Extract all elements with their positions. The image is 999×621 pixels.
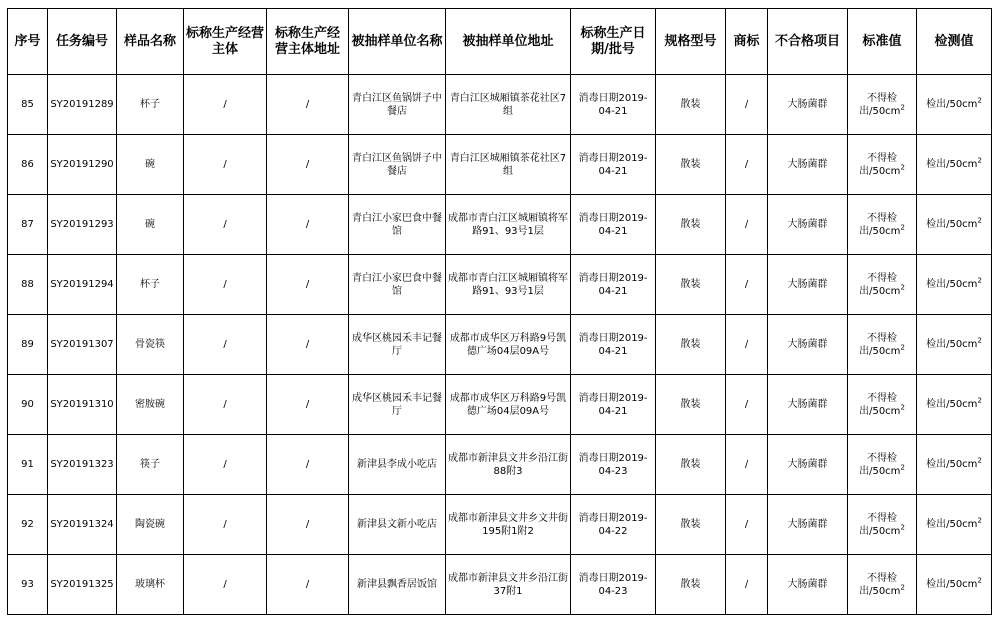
cell-sampled-unit-address: 青白江区城厢镇茶花社区7组 [446, 75, 571, 135]
measured-value-text: 检出/50cm [926, 459, 978, 470]
header-cell: 商标 [726, 9, 768, 75]
header-cell: 被抽样单位地址 [446, 9, 571, 75]
measured-value-text: 检出/50cm [926, 219, 978, 230]
cell-spec: 散装 [656, 75, 726, 135]
cell-spec: 散装 [656, 255, 726, 315]
header-cell: 检测值 [917, 9, 992, 75]
unit-superscript: 2 [977, 336, 982, 345]
header-cell: 规格型号 [656, 9, 726, 75]
cell-sample-name: 筷子 [117, 435, 184, 495]
measured-value-text: 检出/50cm [926, 399, 978, 410]
cell-brand: / [726, 75, 768, 135]
cell-sampled-unit: 新津县文新小吃店 [349, 495, 446, 555]
cell-date-batch: 消毒日期2019-04-21 [571, 255, 656, 315]
unit-superscript: 2 [977, 216, 982, 225]
cell-sampled-unit: 青白江小家巴食中餐馆 [349, 255, 446, 315]
cell-failed-item: 大肠菌群 [768, 315, 848, 375]
cell-producer: / [184, 375, 267, 435]
cell-date-batch: 消毒日期2019-04-23 [571, 435, 656, 495]
standard-value-text: 不得检出/50cm [859, 512, 901, 537]
cell-standard-value [848, 315, 917, 375]
cell-brand: / [726, 375, 768, 435]
cell-failed-item: 大肠菌群 [768, 375, 848, 435]
cell-producer-address: / [267, 375, 349, 435]
table-body [8, 75, 992, 615]
cell-producer: / [184, 135, 267, 195]
cell-brand: / [726, 495, 768, 555]
cell-producer-address: / [267, 435, 349, 495]
unit-superscript: 2 [977, 156, 982, 165]
cell-producer: / [184, 435, 267, 495]
unit-superscript: 2 [900, 463, 905, 472]
measured-value-text: 检出/50cm [926, 279, 978, 290]
cell-standard-value [848, 75, 917, 135]
standard-value-text: 不得检出/50cm [859, 572, 901, 597]
cell-brand: / [726, 435, 768, 495]
cell-standard-value [848, 195, 917, 255]
cell-sample-name: 陶瓷碗 [117, 495, 184, 555]
cell-no: 92 [8, 495, 48, 555]
cell-producer: / [184, 555, 267, 615]
cell-sampled-unit: 新津县飘香居饭馆 [349, 555, 446, 615]
cell-standard-value [848, 495, 917, 555]
cell-producer-address: / [267, 195, 349, 255]
cell-spec: 散装 [656, 315, 726, 375]
measured-value-text: 检出/50cm [926, 519, 978, 530]
cell-producer: / [184, 315, 267, 375]
unit-superscript: 2 [900, 103, 905, 112]
cell-producer-address: / [267, 255, 349, 315]
cell-producer: / [184, 75, 267, 135]
measured-value-text: 检出/50cm [926, 579, 978, 590]
unit-superscript: 2 [900, 163, 905, 172]
unit-superscript: 2 [900, 523, 905, 532]
cell-measured-value [917, 495, 992, 555]
cell-spec: 散装 [656, 435, 726, 495]
cell-no: 85 [8, 75, 48, 135]
cell-measured-value [917, 75, 992, 135]
unit-superscript: 2 [977, 276, 982, 285]
cell-producer-address: / [267, 555, 349, 615]
cell-sampled-unit-address: 成都市成华区万科路9号凯德广场04层09A号 [446, 375, 571, 435]
cell-date-batch: 消毒日期2019-04-21 [571, 195, 656, 255]
standard-value-text: 不得检出/50cm [859, 272, 901, 297]
unit-superscript: 2 [900, 283, 905, 292]
cell-task-id: SY20191310 [48, 375, 117, 435]
cell-sampled-unit-address: 成都市成华区万科路9号凯德广场04层09A号 [446, 315, 571, 375]
cell-task-id: SY20191324 [48, 495, 117, 555]
cell-producer-address: / [267, 315, 349, 375]
cell-measured-value [917, 315, 992, 375]
cell-producer-address: / [267, 495, 349, 555]
cell-task-id: SY20191323 [48, 435, 117, 495]
header-cell: 任务编号 [48, 9, 117, 75]
unit-superscript: 2 [977, 96, 982, 105]
unit-superscript: 2 [977, 576, 982, 585]
cell-spec: 散装 [656, 495, 726, 555]
measured-value-text: 检出/50cm [926, 99, 978, 110]
cell-producer-address: / [267, 135, 349, 195]
unit-superscript: 2 [900, 583, 905, 592]
header-cell: 样品名称 [117, 9, 184, 75]
cell-date-batch: 消毒日期2019-04-22 [571, 495, 656, 555]
cell-sampled-unit: 成华区桃园禾丰记餐厅 [349, 375, 446, 435]
header-cell: 不合格项目 [768, 9, 848, 75]
cell-sample-name: 杯子 [117, 75, 184, 135]
cell-sampled-unit-address: 青白江区城厢镇茶花社区7组 [446, 135, 571, 195]
cell-standard-value [848, 555, 917, 615]
cell-sample-name: 碗 [117, 135, 184, 195]
cell-sampled-unit: 青白江区鱼锅饼子中餐店 [349, 75, 446, 135]
header-cell: 标准值 [848, 9, 917, 75]
cell-sampled-unit: 成华区桃园禾丰记餐厅 [349, 315, 446, 375]
cell-task-id: SY20191325 [48, 555, 117, 615]
cell-sampled-unit-address: 成都市新津县文井乡沿江街37附1 [446, 555, 571, 615]
cell-sample-name: 骨瓷筷 [117, 315, 184, 375]
cell-no: 89 [8, 315, 48, 375]
table-row [8, 255, 992, 315]
cell-failed-item: 大肠菌群 [768, 75, 848, 135]
cell-date-batch: 消毒日期2019-04-21 [571, 75, 656, 135]
cell-failed-item: 大肠菌群 [768, 255, 848, 315]
cell-failed-item: 大肠菌群 [768, 195, 848, 255]
cell-brand: / [726, 255, 768, 315]
cell-sampled-unit-address: 成都市新津县文井乡文井街195附1附2 [446, 495, 571, 555]
cell-no: 86 [8, 135, 48, 195]
table-row [8, 555, 992, 615]
cell-sampled-unit-address: 成都市青白江区城厢镇将军路91、93号1层 [446, 195, 571, 255]
unit-superscript: 2 [900, 403, 905, 412]
cell-brand: / [726, 195, 768, 255]
table-header-row [8, 9, 992, 75]
cell-producer: / [184, 195, 267, 255]
unit-superscript: 2 [900, 343, 905, 352]
cell-producer: / [184, 255, 267, 315]
cell-sampled-unit: 青白江小家巴食中餐馆 [349, 195, 446, 255]
header-cell: 序号 [8, 9, 48, 75]
cell-failed-item: 大肠菌群 [768, 555, 848, 615]
cell-no: 87 [8, 195, 48, 255]
table-row [8, 435, 992, 495]
cell-standard-value [848, 135, 917, 195]
cell-task-id: SY20191294 [48, 255, 117, 315]
cell-measured-value [917, 195, 992, 255]
cell-task-id: SY20191289 [48, 75, 117, 135]
cell-standard-value [848, 435, 917, 495]
standard-value-text: 不得检出/50cm [859, 152, 901, 177]
cell-measured-value [917, 435, 992, 495]
cell-producer: / [184, 495, 267, 555]
cell-sampled-unit-address: 成都市新津县文井乡沿江街88附3 [446, 435, 571, 495]
cell-failed-item: 大肠菌群 [768, 435, 848, 495]
cell-spec: 散装 [656, 375, 726, 435]
table-row [8, 195, 992, 255]
table-row [8, 375, 992, 435]
unit-superscript: 2 [977, 456, 982, 465]
cell-brand: / [726, 555, 768, 615]
header-cell: 标称生产经营主体地址 [267, 9, 349, 75]
table-row [8, 75, 992, 135]
standard-value-text: 不得检出/50cm [859, 92, 901, 117]
cell-measured-value [917, 135, 992, 195]
cell-no: 93 [8, 555, 48, 615]
standard-value-text: 不得检出/50cm [859, 452, 901, 477]
header-cell: 标称生产经营主体 [184, 9, 267, 75]
cell-measured-value [917, 555, 992, 615]
cell-standard-value [848, 255, 917, 315]
cell-sample-name: 碗 [117, 195, 184, 255]
cell-brand: / [726, 315, 768, 375]
cell-task-id: SY20191307 [48, 315, 117, 375]
unit-superscript: 2 [977, 516, 982, 525]
cell-date-batch: 消毒日期2019-04-23 [571, 555, 656, 615]
table-row [8, 495, 992, 555]
results-table [7, 8, 992, 615]
standard-value-text: 不得检出/50cm [859, 332, 901, 357]
cell-sampled-unit: 青白江区鱼锅饼子中餐店 [349, 135, 446, 195]
cell-sample-name: 玻璃杯 [117, 555, 184, 615]
cell-no: 91 [8, 435, 48, 495]
cell-spec: 散装 [656, 195, 726, 255]
cell-task-id: SY20191293 [48, 195, 117, 255]
header-cell: 被抽样单位名称 [349, 9, 446, 75]
cell-standard-value [848, 375, 917, 435]
cell-sampled-unit: 新津县李成小吃店 [349, 435, 446, 495]
standard-value-text: 不得检出/50cm [859, 212, 901, 237]
cell-date-batch: 消毒日期2019-04-21 [571, 375, 656, 435]
table-row [8, 315, 992, 375]
cell-date-batch: 消毒日期2019-04-21 [571, 135, 656, 195]
cell-failed-item: 大肠菌群 [768, 495, 848, 555]
cell-brand: / [726, 135, 768, 195]
header-cell: 标称生产日期/批号 [571, 9, 656, 75]
cell-sampled-unit-address: 成都市青白江区城厢镇将军路91、93号1层 [446, 255, 571, 315]
cell-measured-value [917, 375, 992, 435]
table-row [8, 135, 992, 195]
unit-superscript: 2 [900, 223, 905, 232]
cell-date-batch: 消毒日期2019-04-21 [571, 315, 656, 375]
cell-no: 90 [8, 375, 48, 435]
cell-failed-item: 大肠菌群 [768, 135, 848, 195]
cell-task-id: SY20191290 [48, 135, 117, 195]
unit-superscript: 2 [977, 396, 982, 405]
measured-value-text: 检出/50cm [926, 339, 978, 350]
cell-sample-name: 密胺碗 [117, 375, 184, 435]
standard-value-text: 不得检出/50cm [859, 392, 901, 417]
measured-value-text: 检出/50cm [926, 159, 978, 170]
cell-sample-name: 杯子 [117, 255, 184, 315]
cell-spec: 散装 [656, 555, 726, 615]
cell-producer-address: / [267, 75, 349, 135]
cell-spec: 散装 [656, 135, 726, 195]
cell-measured-value [917, 255, 992, 315]
cell-no: 88 [8, 255, 48, 315]
